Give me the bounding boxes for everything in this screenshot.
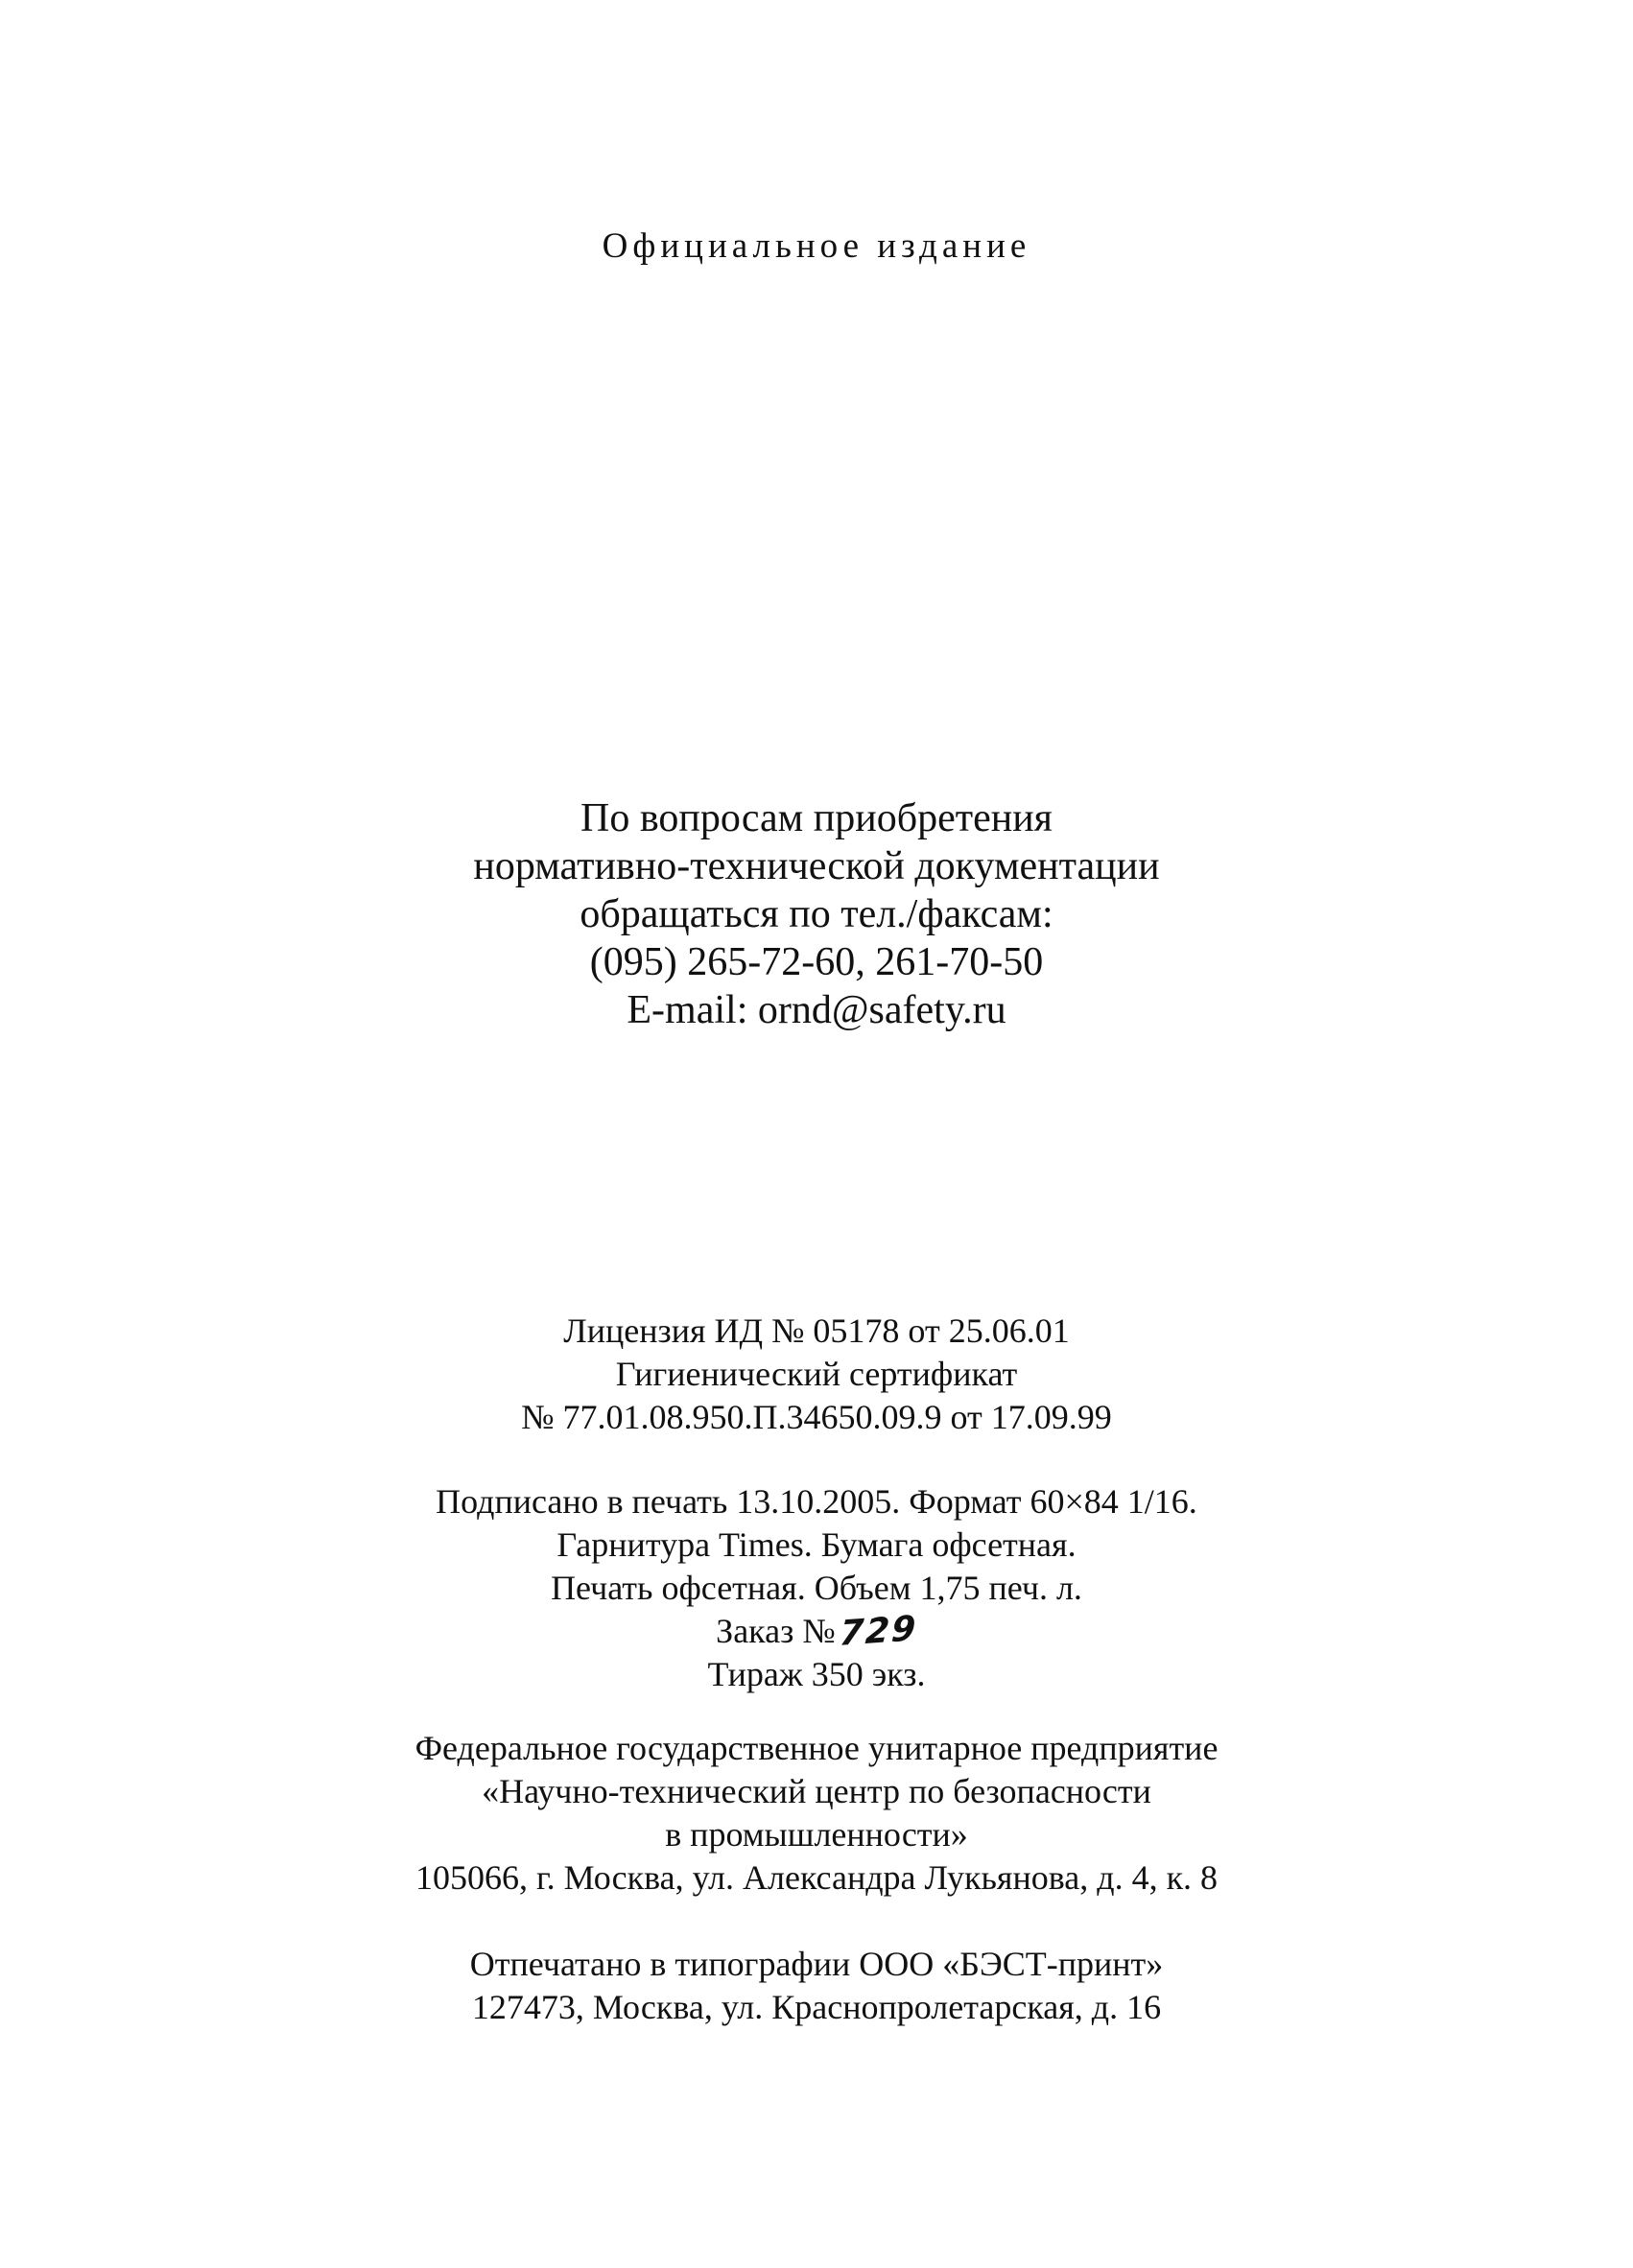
contact-email: E-mail: ornd@safety.ru bbox=[627, 988, 1006, 1032]
print-volume: Печать офсетная. Объем 1,75 печ. л. bbox=[551, 1569, 1082, 1607]
signed-to-print: Подписано в печать 13.10.2005. Формат 60×84 1/16. bbox=[436, 1482, 1197, 1521]
contact-line: обращаться по тел./факсам: bbox=[580, 892, 1053, 936]
publisher-line: в промышленности» bbox=[665, 1815, 968, 1854]
printer-address: 127473, Москва, ул. Краснопролетарская, д. 16 bbox=[471, 1988, 1162, 2026]
order-line bbox=[0, 1610, 1633, 1653]
order-label: Заказ № bbox=[716, 1612, 836, 1650]
license-block bbox=[0, 1310, 1633, 1439]
contact-line: По вопросам приобретения bbox=[580, 796, 1053, 840]
certificate-number: № 77.01.08.950.П.34650.09.9 от 17.09.99 bbox=[521, 1398, 1112, 1436]
contact-info-block bbox=[0, 794, 1633, 1034]
order-number-handwritten: 729 bbox=[838, 1609, 919, 1654]
circulation: Тираж 350 экз. bbox=[707, 1655, 926, 1693]
certificate-title: Гигиенический сертификат bbox=[615, 1355, 1018, 1393]
printer-block bbox=[0, 1943, 1633, 2029]
publisher-line: Федеральное государственное унитарное предприятие bbox=[414, 1729, 1219, 1767]
publisher-block bbox=[0, 1727, 1633, 1900]
publisher-line: «Научно-технический центр по безопасности bbox=[482, 1772, 1151, 1810]
contact-phone: (095) 265-72-60, 261-70-50 bbox=[589, 940, 1044, 984]
print-info-block bbox=[0, 1480, 1633, 1696]
typeface-paper: Гарнитура Times. Бумага офсетная. bbox=[556, 1525, 1077, 1564]
official-edition-heading: Официальное издание bbox=[602, 226, 1031, 266]
publisher-address: 105066, г. Москва, ул. Александра Лукьянова, д. 4, к. 8 bbox=[414, 1858, 1219, 1897]
license-line: Лицензия ИД № 05178 от 25.06.01 bbox=[563, 1311, 1070, 1350]
contact-line: нормативно-технической документации bbox=[473, 844, 1160, 888]
printer-name: Отпечатано в типографии ООО «БЭСТ-принт» bbox=[469, 1945, 1164, 1983]
